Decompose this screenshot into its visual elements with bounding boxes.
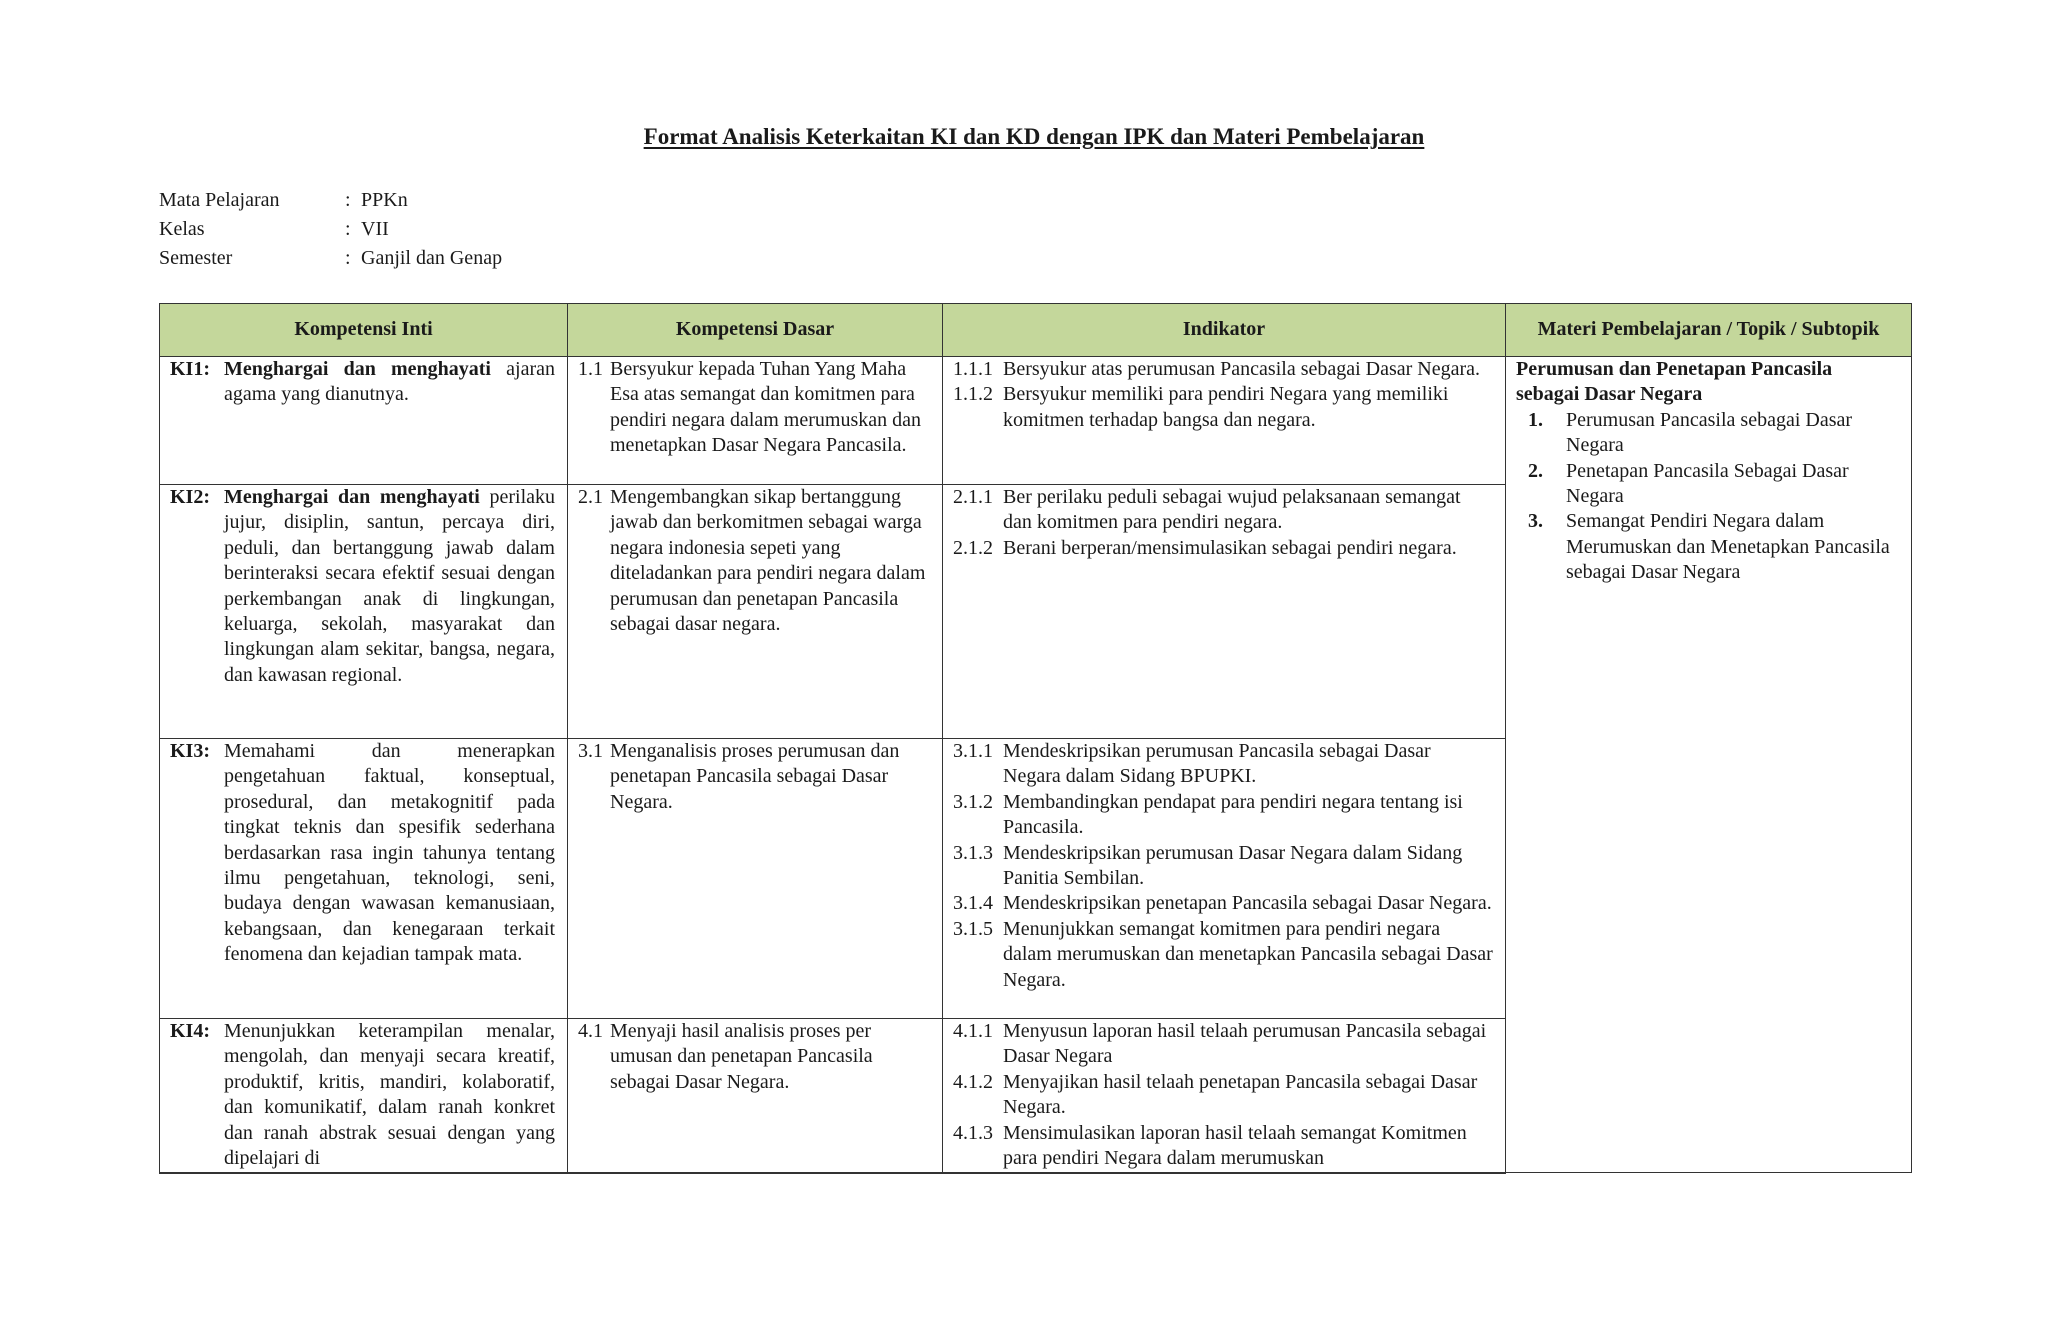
indikator-cell — [943, 739, 1506, 1019]
meta-label: Kelas — [159, 218, 205, 240]
kd-cell — [568, 357, 943, 485]
meta-value: VII — [361, 218, 389, 240]
ki-bold-text: Menghargai dan menghayati — [224, 486, 480, 508]
list-item — [1528, 408, 1899, 459]
kd-number: 1.1 — [578, 358, 603, 380]
kd-text: Bersyukur kepada Tuhan Yang Maha Esa atas semangat dan komitmen para pendiri negara dalam merumuskan dan menetapkan Dasar Negara Pancasila. — [610, 358, 921, 457]
ki-body-text: Menunjukkan keterampilan menalar, mengolah, dan menyaji secara kreatif, produktif, kritis, mandiri, kolaboratif, dan komunikatif, dalam ranah konkret dan ranah abstrak sesuai dengan yang dipelajari di — [224, 1020, 555, 1170]
materi-text: Semangat Pendiri Negara dalam Merumuskan dan Menetapkan Pancasila sebagai Dasar Negara — [1566, 510, 1890, 584]
indikator-text: Mensimulasikan laporan hasil telaah semangat Komitmen para pendiri Negara dalam merumuskan — [1003, 1121, 1467, 1170]
ki-label: KI1: — [170, 358, 210, 380]
header-kompetensi-dasar: Kompetensi Dasar — [568, 304, 943, 357]
list-item — [1528, 509, 1899, 585]
meta-row-semester — [159, 244, 502, 273]
ki-text — [224, 485, 555, 688]
materi-heading: Perumusan dan Penetapan Pancasila sebagai Dasar Negara — [1516, 358, 1833, 406]
ki-text — [224, 739, 555, 968]
kd-text: Menyaji hasil analisis proses per umusan dan penetapan Pancasila sebagai Dasar Negara. — [610, 1020, 873, 1093]
kd-cell — [568, 739, 943, 1019]
indikator-text: Membandingkan pendapat para pendiri negara tentang isi Pancasila. — [1003, 790, 1463, 839]
indikator-number: 1.1.1 — [953, 358, 993, 380]
indikator-cell — [943, 1019, 1506, 1173]
ki-body-text: perilaku jujur, disiplin, santun, percaya diri, peduli, dan bertanggung jawab dalam berinteraksi secara efektif sesuai dengan perkembangan anak di lingkungan, keluarga, sekolah, masyarakat dan lingkungan alam sekitar, bangsa, negara, dan kawasan regional. — [224, 486, 555, 686]
indikator-number: 3.1.1 — [953, 740, 993, 762]
header-materi: Materi Pembelajaran / Topik / Subtopik — [1506, 304, 1912, 357]
meta-value: Ganjil dan Genap — [361, 247, 503, 269]
ki-cell — [160, 739, 568, 1019]
ki-label: KI3: — [170, 740, 210, 762]
indikator-text: Menyajikan hasil telaah penetapan Pancasila sebagai Dasar Negara. — [1003, 1070, 1478, 1119]
meta-info — [159, 186, 502, 273]
indikator-number: 3.1.5 — [953, 917, 993, 940]
meta-value: PPKn — [361, 189, 408, 211]
meta-row-class — [159, 215, 502, 244]
ki-text — [224, 357, 555, 408]
indikator-text: Mendeskripsikan perumusan Dasar Negara dalam Sidang Panitia Sembilan. — [1003, 841, 1463, 890]
indikator-cell — [943, 485, 1506, 739]
meta-label: Mata Pelajaran — [159, 189, 280, 211]
kd-number: 2.1 — [578, 486, 603, 508]
indikator-number: 3.1.4 — [953, 892, 993, 915]
ki-body-text: Memahami dan menerapkan pengetahuan faktual, konseptual, prosedural, dan metakognitif pada tingkat teknis dan spesifik sederhana berdasarkan rasa ingin tahunya tentang ilmu pengetahuan, teknologi, seni, budaya dengan wawasan kemanusiaan, kebangsaan, dan kenegaraan terkait fenomena dan kejadian tampak mata. — [224, 740, 555, 966]
list-item — [1528, 459, 1899, 510]
kd-cell — [568, 485, 943, 739]
indikator-number: 3.1.2 — [953, 790, 993, 813]
materi-cell — [1506, 357, 1912, 1173]
indikator-number: 1.1.2 — [953, 383, 993, 406]
indikator-text: Menunjukkan semangat komitmen para pendiri negara dalam merumuskan dan menetapkan Pancasila sebagai Dasar Negara. — [1003, 917, 1493, 991]
meta-colon: : — [345, 218, 351, 240]
table-row — [160, 357, 1912, 485]
kd-number: 3.1 — [578, 740, 603, 762]
indikator-number: 4.1.3 — [953, 1121, 993, 1144]
materi-text: Penetapan Pancasila Sebagai Dasar Negara — [1566, 459, 1849, 508]
materi-text: Perumusan Pancasila sebagai Dasar Negara — [1566, 408, 1853, 457]
materi-list — [1528, 408, 1899, 586]
indikator-number: 2.1.1 — [953, 486, 993, 508]
indikator-text: Ber perilaku peduli sebagai wujud pelaksanaan semangat dan komitmen para pendiri negara. — [1003, 486, 1461, 534]
ki-text — [224, 1019, 555, 1171]
kd-text: Mengembangkan sikap bertanggung jawab dan berkomitmen sebagai warga negara indonesia sepeti yang diteladankan para pendiri negara dalam perumusan dan penetapan Pancasila sebagai dasar negara. — [610, 486, 926, 636]
indikator-text: Bersyukur memiliki para pendiri Negara yang memiliki komitmen terhadap bangsa dan negara. — [1003, 383, 1449, 431]
indikator-number: 4.1.2 — [953, 1070, 993, 1093]
ki-cell — [160, 1019, 568, 1173]
materi-number: 1. — [1528, 408, 1543, 431]
indikator-number: 2.1.2 — [953, 536, 993, 559]
document-title: Format Analisis Keterkaitan KI dan KD dengan IPK dan Materi Pembelajaran — [643, 124, 1425, 149]
analysis-table — [159, 303, 1912, 1174]
indikator-text: Mendeskripsikan penetapan Pancasila sebagai Dasar Negara. — [1003, 892, 1492, 915]
indikator-text: Berani berperan/mensimulasikan sebagai pendiri negara. — [1003, 536, 1457, 559]
ki-bold-text: Menghargai dan menghayati — [224, 358, 491, 380]
ki-body-text: ajaran agama yang dianutnya. — [224, 358, 555, 406]
meta-row-subject — [159, 186, 502, 215]
indikator-number: 4.1.1 — [953, 1020, 993, 1042]
indikator-text: Mendeskripsikan perumusan Pancasila sebagai Dasar Negara dalam Sidang BPUPKI. — [1003, 740, 1431, 788]
indikator-text: Bersyukur atas perumusan Pancasila sebagai Dasar Negara. — [1003, 358, 1481, 380]
ki-cell — [160, 357, 568, 485]
kd-text: Menganalisis proses perumusan dan penetapan Pancasila sebagai Dasar Negara. — [610, 740, 900, 813]
indikator-cell — [943, 357, 1506, 485]
ki-cell — [160, 485, 568, 739]
header-kompetensi-inti: Kompetensi Inti — [160, 304, 568, 357]
meta-colon: : — [345, 247, 351, 269]
meta-label: Semester — [159, 247, 233, 269]
header-indikator: Indikator — [943, 304, 1506, 357]
ki-label: KI4: — [170, 1020, 210, 1042]
materi-number: 3. — [1528, 510, 1543, 533]
ki-label: KI2: — [170, 486, 210, 508]
kd-cell — [568, 1019, 943, 1173]
kd-number: 4.1 — [578, 1020, 603, 1042]
indikator-number: 3.1.3 — [953, 841, 993, 864]
materi-number: 2. — [1528, 459, 1543, 482]
meta-colon: : — [345, 189, 351, 211]
indikator-text: Menyusun laporan hasil telaah perumusan Pancasila sebagai Dasar Negara — [1003, 1020, 1487, 1068]
table-header-row — [160, 304, 1912, 357]
